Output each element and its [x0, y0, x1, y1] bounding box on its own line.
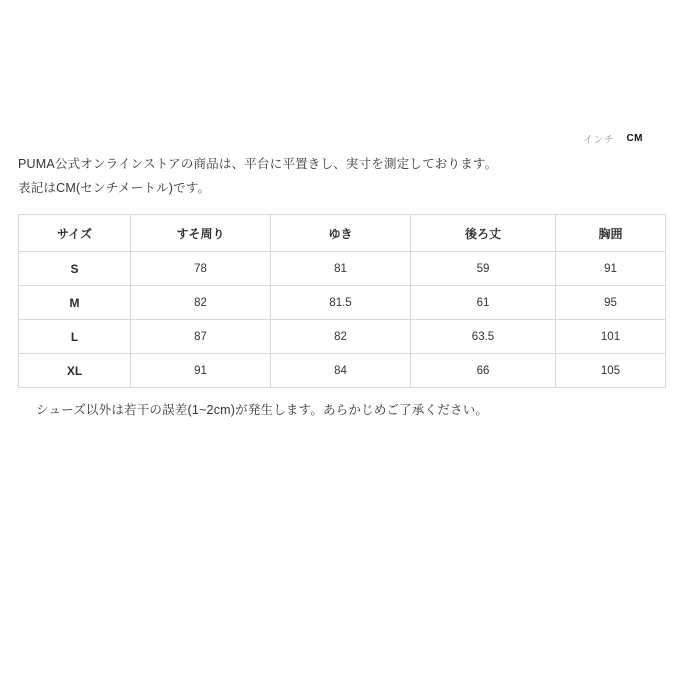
cell-sleeve: 82: [271, 320, 411, 354]
cell-chest: 95: [556, 286, 666, 320]
column-header-hem: すそ周り: [131, 215, 271, 252]
cell-chest: 91: [556, 252, 666, 286]
cell-back-length: 61: [411, 286, 556, 320]
table-row: [19, 320, 666, 354]
column-header-back-length: 後ろ丈: [411, 215, 556, 252]
cell-chest: 101: [556, 320, 666, 354]
cell-hem: 78: [131, 252, 271, 286]
table-header-row: [19, 215, 666, 252]
intro-line-1: PUMA公式オンラインストアの商品は、平台に平置きし、実寸を測定しております。: [18, 157, 498, 171]
cell-chest: 105: [556, 354, 666, 388]
column-header-chest: 胸囲: [556, 215, 666, 252]
cell-back-length: 66: [411, 354, 556, 388]
column-header-sleeve: ゆき: [271, 215, 411, 252]
column-header-size: サイズ: [19, 215, 131, 252]
cell-hem: 87: [131, 320, 271, 354]
size-table: [18, 214, 666, 388]
intro-text: [18, 153, 497, 201]
row-size-label: M: [19, 286, 131, 320]
unit-toggle[interactable]: [583, 131, 643, 146]
unit-cm-option[interactable]: CM: [626, 133, 643, 144]
cell-sleeve: 84: [271, 354, 411, 388]
table-row: [19, 286, 666, 320]
cell-sleeve: 81: [271, 252, 411, 286]
cell-back-length: 63.5: [411, 320, 556, 354]
cell-hem: 82: [131, 286, 271, 320]
unit-inch-option[interactable]: インチ: [582, 135, 615, 146]
cell-sleeve: 81.5: [271, 286, 411, 320]
table-row: [19, 252, 666, 286]
table-row: [19, 354, 666, 388]
cell-back-length: 59: [411, 252, 556, 286]
row-size-label: S: [19, 252, 131, 286]
cell-hem: 91: [131, 354, 271, 388]
row-size-label: XL: [19, 354, 131, 388]
intro-line-2: 表記はCM(センチメートル)です。: [18, 180, 211, 195]
tolerance-note: シューズ以外は若干の誤差(1~2cm)が発生します。あらかじめご了承ください。: [36, 403, 489, 417]
row-size-label: L: [19, 320, 131, 354]
